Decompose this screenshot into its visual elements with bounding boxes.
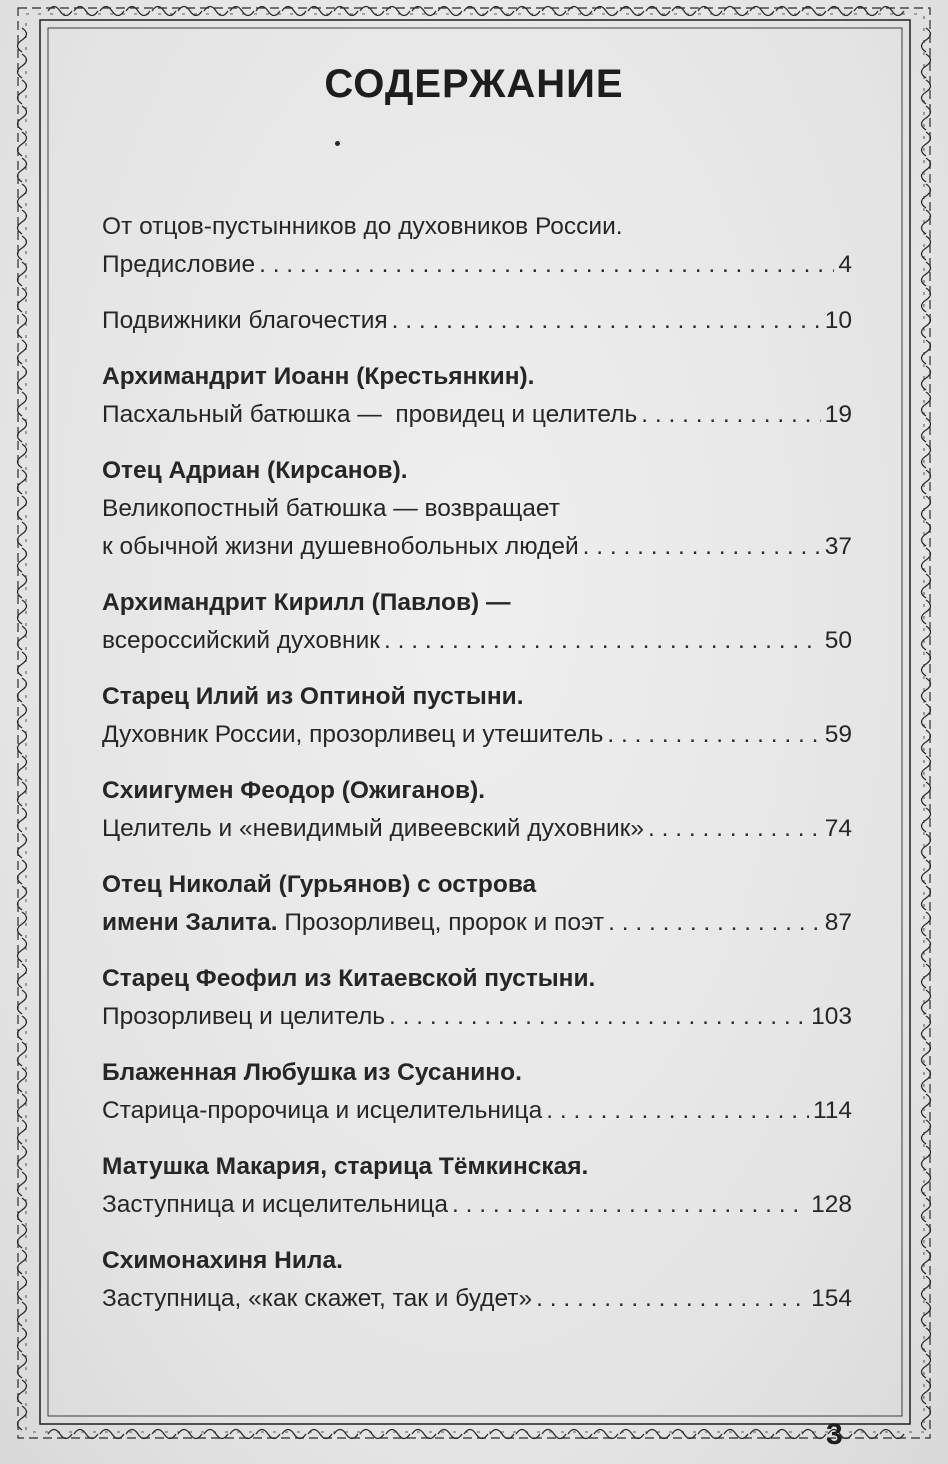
toc-entry bbox=[102, 1148, 852, 1224]
entry-subtitle: Целитель и «невидимый дивеевский духовник» bbox=[102, 815, 645, 842]
toc-line bbox=[102, 1186, 852, 1224]
entry-page-number: 103 bbox=[811, 1003, 852, 1030]
dot-leader bbox=[607, 716, 820, 754]
entry-subtitle: к обычной жизни душевнобольных людей bbox=[102, 533, 579, 560]
dot-leader bbox=[259, 246, 834, 284]
toc-line bbox=[102, 716, 852, 754]
toc-line bbox=[102, 358, 852, 396]
toc-entry bbox=[102, 678, 852, 754]
entry-heading: Отец Адриан (Кирсанов). bbox=[102, 457, 408, 484]
entry-heading: Отец Николай (Гурьянов) с острова bbox=[102, 871, 537, 898]
entry-heading: Схиигумен Феодор (Ожиганов). bbox=[102, 777, 486, 804]
toc-line bbox=[102, 528, 852, 566]
entry-heading: Архимандрит Иоанн (Крестьянкин). bbox=[102, 363, 535, 390]
dot-leader bbox=[536, 1280, 807, 1318]
toc-line bbox=[102, 998, 852, 1036]
entry-heading: Старец Илий из Оптиной пустыни. bbox=[102, 683, 524, 710]
entry-heading: Матушка Макария, старица Тёмкинская. bbox=[102, 1153, 589, 1180]
entry-subtitle: Заступница и исцелительница bbox=[102, 1191, 449, 1218]
dot-leader bbox=[389, 998, 807, 1036]
toc-line bbox=[102, 396, 852, 434]
toc-entry bbox=[102, 772, 852, 848]
dot-leader bbox=[648, 810, 821, 848]
entry-heading: Блаженная Любушка из Сусанино. bbox=[102, 1059, 522, 1086]
toc-line bbox=[102, 584, 852, 622]
toc-line bbox=[102, 246, 852, 284]
toc-entry bbox=[102, 302, 852, 340]
toc-entry bbox=[102, 208, 852, 284]
entry-subtitle: Пасхальный батюшка — провидец и целитель bbox=[102, 401, 638, 428]
entry-page-number: 10 bbox=[824, 307, 852, 334]
toc-line bbox=[102, 1148, 852, 1186]
dot-leader bbox=[583, 528, 821, 566]
entry-page-number: 4 bbox=[838, 251, 852, 278]
toc-line bbox=[102, 904, 852, 942]
entry-subtitle: Старица-пророчица и исцелительница bbox=[102, 1097, 543, 1124]
toc-entry bbox=[102, 584, 852, 660]
toc-entry bbox=[102, 960, 852, 1036]
entry-page-number: 87 bbox=[824, 909, 852, 936]
dot-leader bbox=[608, 904, 821, 942]
entry-heading: имени Залита. bbox=[102, 909, 278, 936]
toc-line bbox=[102, 960, 852, 998]
entry-subtitle: всероссийский духовник bbox=[102, 627, 380, 654]
page-number: 3 bbox=[826, 1418, 843, 1451]
entry-page-number: 114 bbox=[812, 1097, 852, 1124]
entry-subtitle: От отцов-пустынников до духовников России. bbox=[102, 213, 623, 240]
toc-entry bbox=[102, 452, 852, 566]
entry-subtitle: Духовник России, прозорливец и утешитель bbox=[102, 721, 604, 748]
dot-leader bbox=[641, 396, 821, 434]
entry-heading: Старец Феофил из Китаевской пустыни. bbox=[102, 965, 596, 992]
toc-line bbox=[102, 810, 852, 848]
entry-page-number: 74 bbox=[824, 815, 852, 842]
toc-line bbox=[102, 1280, 852, 1318]
toc-line bbox=[102, 772, 852, 810]
toc-line bbox=[102, 1054, 852, 1092]
dot-leader bbox=[392, 302, 821, 340]
dot-leader bbox=[546, 1092, 809, 1130]
toc-line bbox=[102, 1092, 852, 1130]
toc-line bbox=[102, 866, 852, 904]
entry-subtitle: Предисловие bbox=[102, 251, 256, 278]
toc-entry bbox=[102, 358, 852, 434]
toc-entry bbox=[102, 1054, 852, 1130]
toc-line bbox=[102, 302, 852, 340]
toc-line bbox=[102, 1242, 852, 1280]
entry-subtitle: Прозорливец, пророк и поэт bbox=[277, 909, 605, 936]
toc-entry bbox=[102, 866, 852, 942]
toc-line bbox=[102, 452, 852, 490]
dot-leader bbox=[452, 1186, 807, 1224]
toc-line bbox=[102, 622, 852, 660]
toc-line bbox=[102, 678, 852, 716]
page-title: СОДЕРЖАНИЕ bbox=[324, 62, 624, 106]
toc-line bbox=[102, 208, 852, 246]
entry-subtitle: Подвижники благочестия bbox=[102, 307, 388, 334]
entry-page-number: 37 bbox=[824, 533, 852, 560]
entry-page-number: 154 bbox=[811, 1285, 852, 1312]
title-ornament-dot bbox=[335, 141, 340, 146]
entry-subtitle: Прозорливец и целитель bbox=[102, 1003, 386, 1030]
entry-page-number: 19 bbox=[824, 401, 852, 428]
toc-line bbox=[102, 490, 852, 528]
entry-page-number: 50 bbox=[824, 627, 852, 654]
entry-heading: Схимонахиня Нила. bbox=[102, 1247, 343, 1274]
entry-subtitle: Великопостный батюшка — возвращает bbox=[102, 495, 560, 522]
dot-leader bbox=[384, 622, 821, 660]
entry-page-number: 128 bbox=[811, 1191, 852, 1218]
toc-entry bbox=[102, 1242, 852, 1318]
entry-heading: Архимандрит Кирилл (Павлов) — bbox=[102, 589, 511, 616]
table-of-contents bbox=[102, 208, 852, 1336]
entry-subtitle: Заступница, «как скажет, так и будет» bbox=[102, 1285, 533, 1312]
entry-page-number: 59 bbox=[824, 721, 852, 748]
